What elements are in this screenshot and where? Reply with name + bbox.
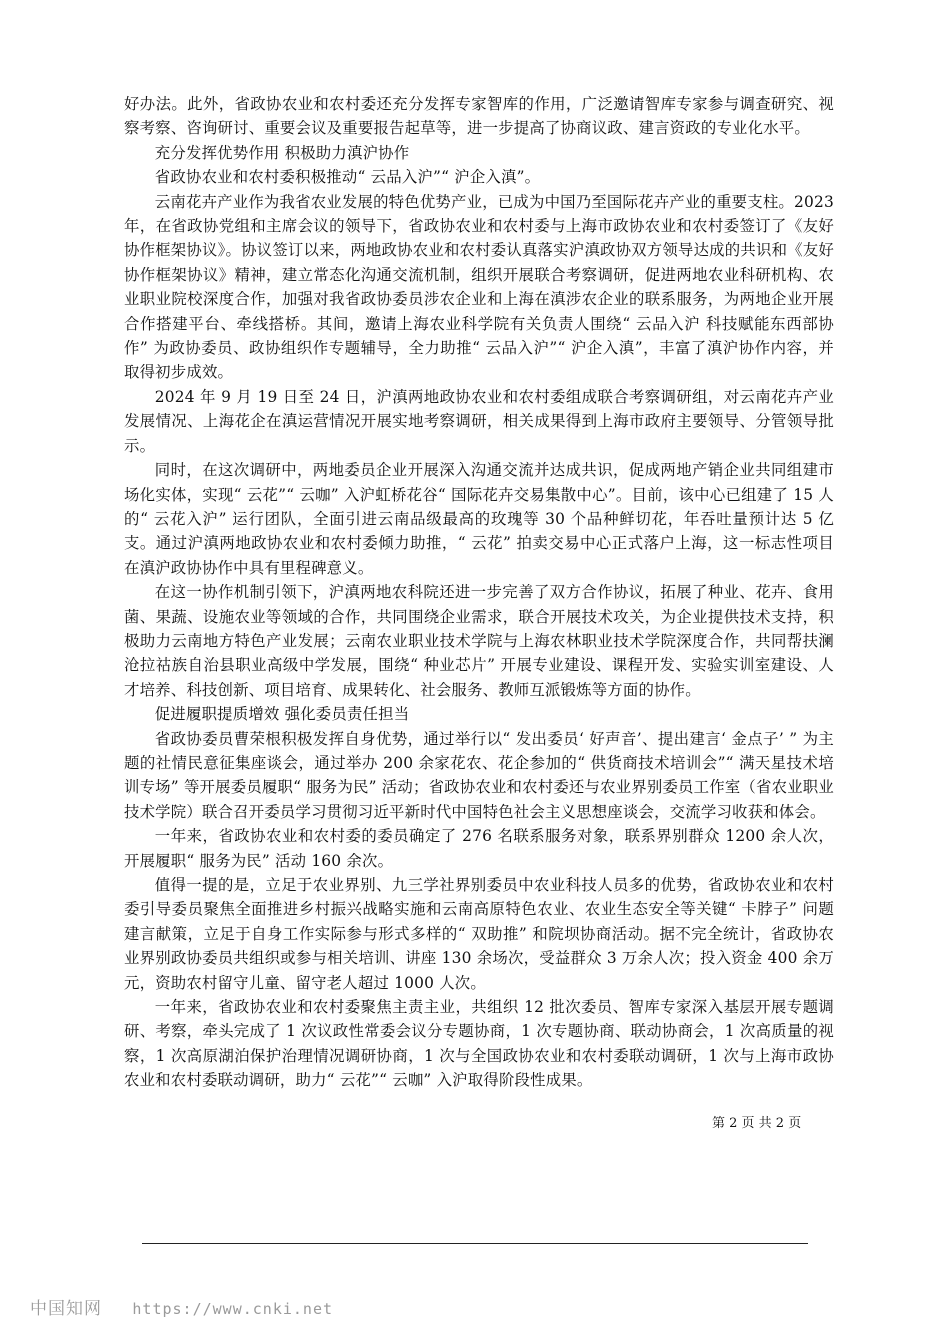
document-body: [124, 92, 834, 1093]
paragraph: 在这一协作机制引领下，沪滇两地农科院还进一步完善了双方合作协议，拓展了种业、花卉、食用菌、果蔬、设施农业等领域的合作，共同围绕企业需求，联合开展技术攻关，为企业提供技术支持，积极助力云南地方特色产业发展；云南农业职业技术学院与上海农林职业技术学院深度合作，共同帮扶澜沧拉祜族自治县职业高级中学发展，围绕“ 种业芯片” 开展专业建设、课程开发、实验实训室建设、人才培养、科技创新、项目培育、成果转化、社会服务、教师互派锻炼等方面的协作。: [124, 583, 834, 699]
section-heading: 充分发挥优势作用 积极助力滇沪协作: [154, 143, 410, 162]
watermark-url: https://www.cnki.net: [132, 1300, 334, 1318]
footer-divider: [142, 1243, 808, 1244]
paragraph: 省政协农业和农村委积极推动“ 云品入沪”“ 沪企入滇”。: [154, 168, 541, 187]
watermark-site: 中国知网: [30, 1299, 102, 1319]
paragraph: 好办法。此外，省政协农业和农村委还充分发挥专家智库的作用，广泛邀请智库专家参与调查研究、视察考察、咨询研讨、重要会议及重要报告起草等，进一步提高了协商议政、建言资政的专业化水平。: [124, 95, 834, 138]
paragraph: 一年来，省政协农业和农村委聚焦主责主业，共组织 12 批次委员、智库专家深入基层开展专题调研、考察，牵头完成了 1 次议政性常委会议分专题协商，1 次专题协商、联动协商会，1 次高质量的视察，1 次高原湖泊保护治理情况调研协商，1 次与全国政协农业和农村委联动调研，1 次与上海市政协农业和农村委联动调研，助力“ 云花”“ 云咖” 入沪取得阶段性成果。: [124, 998, 834, 1090]
page-number: 第 2 页 共 2 页: [712, 1116, 802, 1131]
paragraph: 2024 年 9 月 19 日至 24 日，沪滇两地政协农业和农村委组成联合考察调研组，对云南花卉产业发展情况、上海花企在滇运营情况开展实地考察调研，相关成果得到上海市政府主要领导、分管领导批示。: [124, 387, 834, 455]
paragraph: 同时，在这次调研中，两地委员企业开展深入沟通交流并达成共识，促成两地产销企业共同组建市场化实体，实现“ 云花”“ 云咖” 入沪虹桥花谷“ 国际花卉交易集散中心”。目前，该中心已组建了 15 人的“ 云花入沪” 运行团队，全面引进云南品级最高的玫瑰等 30 个品种鲜切花，年吞吐量预计达 5 亿支。通过沪滇两地政协农业和农村委倾力助推，“ 云花” 拍卖交易中心正式落户上海，这一标志性项目在滇沪政协协作中具有里程碑意义。: [124, 461, 834, 577]
paragraph: 省政协委员曹荣根积极发挥自身优势，通过举行以“ 发出委员‘ 好声音’、提出建言‘ 金点子’ ” 为主题的社情民意征集座谈会，通过举办 200 余家花农、花企参加的“ 供货商技术培训会”“ 满天星技术培训专场” 等开展委员履职“ 服务为民” 活动；省政协农业和农村委还与农业界别委员工作室（省农业职业技术学院）联合召开委员学习贯彻习近平新时代中国特色社会主义思想座谈会，交流学习收获和体会。: [124, 729, 834, 821]
watermark: [30, 1294, 333, 1319]
paragraph: 值得一提的是，立足于农业界别、九三学社界别委员中农业科技人员多的优势，省政协农业和农村委引导委员聚焦全面推进乡村振兴战略实施和云南高原特色农业、农业生态安全等关键“ 卡脖子” 问题建言献策，立足于自身工作实际参与形式多样的“ 双助推” 和院坝协商活动。据不完全统计，省政协农业界别政协委员共组织或参与相关培训、讲座 130 余场次，受益群众 3 万余人次；投入资金 400 余万元，资助农村留守儿童、留守老人超过 1000 人次。: [124, 876, 834, 992]
section-heading: 促进履职提质增效 强化委员责任担当: [154, 705, 410, 724]
paragraph: 一年来，省政协农业和农村委的委员确定了 276 名联系服务对象，联系界别群众 1200 余人次，开展履职“ 服务为民” 活动 160 余次。: [124, 827, 834, 870]
paragraph: 云南花卉产业作为我省农业发展的特色优势产业，已成为中国乃至国际花卉产业的重要支柱。2023 年，在省政协党组和主席会议的领导下，省政协农业和农村委与上海市政协农业和农村委签订了《友好协作框架协议》。协议签订以来，两地政协农业和农村委认真落实沪滇政协双方领导达成的共识和《友好协作框架协议》精神，建立常态化沟通交流机制，组织开展联合考察调研，促进两地农业科研机构、农业职业院校深度合作，加强对我省政协委员涉农企业和上海在滇涉农企业的联系服务，为两地企业开展合作搭建平台、牵线搭桥。其间，邀请上海农业科学院有关负责人围绕“ 云品入沪 科技赋能东西部协作” 为政协委员、政协组织作专题辅导，全力助推“ 云品入沪”“ 沪企入滇”，丰富了滇沪协作内容，并取得初步成效。: [124, 192, 834, 382]
